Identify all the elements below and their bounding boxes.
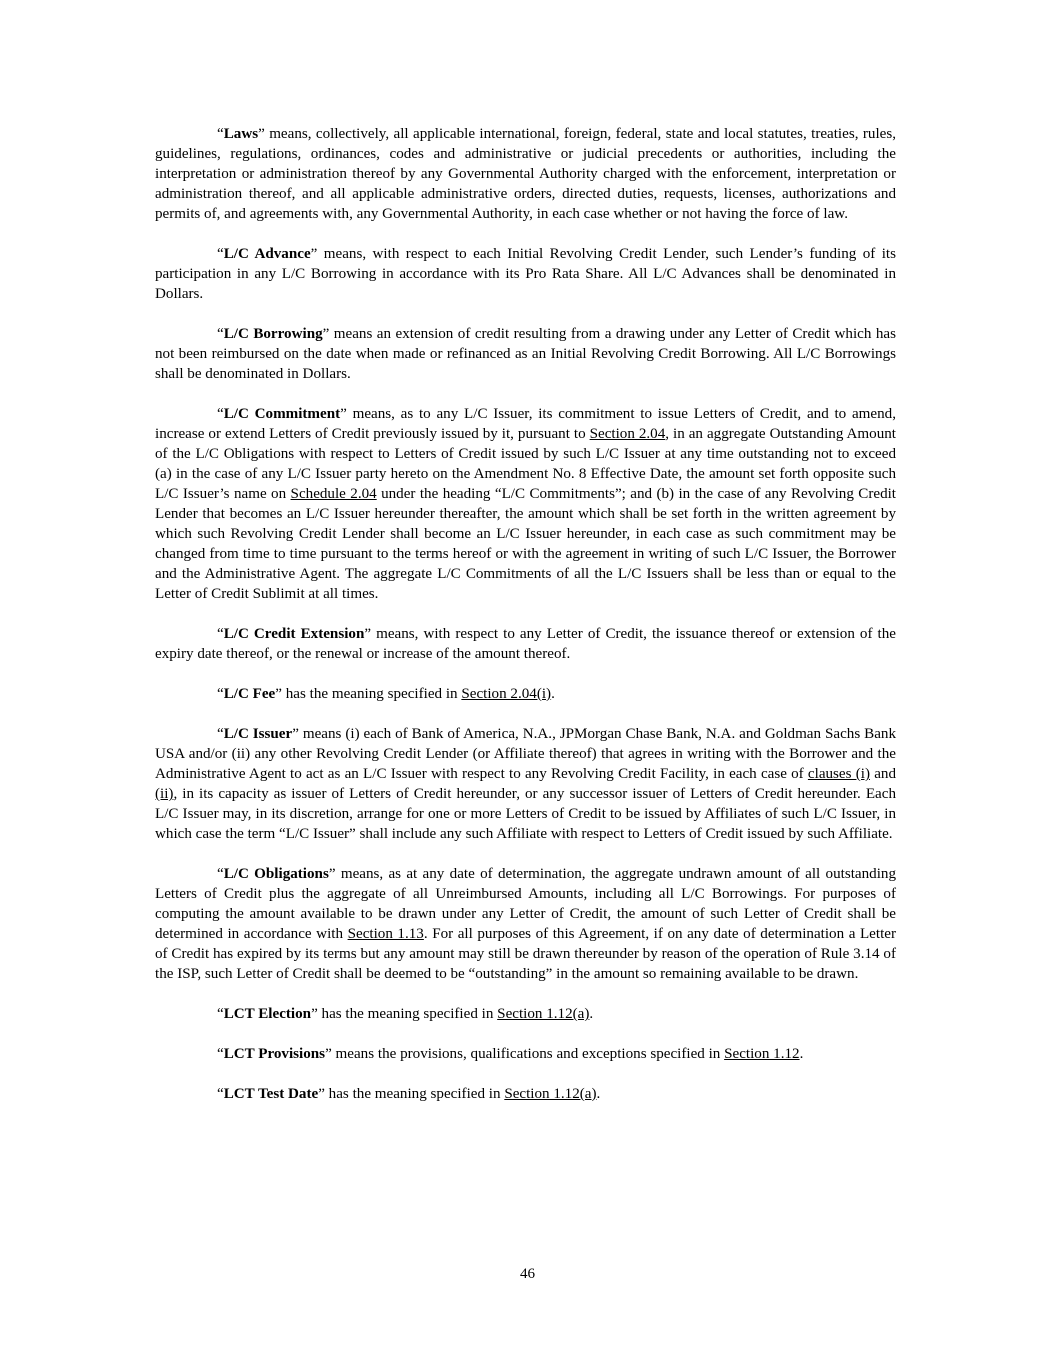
definition-text: means, with respect to each Initial Revolving Credit Lender, such Lender’s funding of its participation in any L/C Borrowing in accordance with its Pro Rata Share. All L/C Advances shall be denominated in Dollars. (155, 246, 896, 302)
definition-text: under the heading “L/C Commitments”; and (b) in the case of any Revolving Credit Lender that becomes an L/C Issuer hereunder thereafter, the amount which shall be set forth in the written agreement by which such Revolving Credit Lender shall become an L/C Issuer hereunder, in each case as such commitment may be changed from time to time pursuant to the terms hereof or with the agreement in writing of such L/C Issuer, the Borrower and the Administrative Agent. The aggregate L/C Commitments of all the L/C Issuers shall be less than or equal to the Letter of Credit Sublimit at all times. (155, 486, 896, 602)
definition-text: , in an aggregate Outstanding Amount of the L/C Obligations with respect to Letters of Credit issued by such L/C Issuer at any time outstanding not to exceed (a) in the case of any L/C Issuer party hereto on the Amendment No. 8 Effective Date, the amount set forth opposite such L/C Issuer’s name on (155, 426, 896, 502)
definition-paragraph: “L/C Issuer” means (i) each of Bank of America, N.A., JPMorgan Chase Bank, N.A. and Goldman Sachs Bank USA and/or (ii) any other Revolving Credit Lender (or Affiliate thereof) that agrees in writing with the Borrower and the Administrative Agent to act as an L/C Issuer with respect to any Revolving Credit Facility, in each case of clauses (i) and (ii), in its capacity as issuer of Letters of Credit hereunder, or any successor issuer of Letters of Credit hereunder. Each L/C Issuer may, in its discretion, arrange for one or more Letters of Credit to be issued by Affiliates of such L/C Issuer, in which case the term “L/C Issuer” shall include any such Affiliate with respect to Letters of Credit issued by such Affiliate. (155, 726, 896, 842)
defined-term: L/C Fee (223, 686, 276, 702)
section-reference: (ii) (155, 786, 174, 802)
document-body (155, 124, 896, 1124)
section-reference: Section 1.13 (347, 926, 424, 942)
defined-term: L/C Borrowing (223, 326, 323, 342)
defined-term: L/C Issuer (223, 726, 293, 742)
defined-term: LCT Test Date (223, 1086, 319, 1102)
definition-text: means, as to any L/C Issuer, its commitment to issue Letters of Credit, and to amend, increase or extend Letters of Credit previously issued by it, pursuant to (155, 406, 896, 442)
defined-term: L/C Commitment (223, 406, 341, 422)
definition-paragraph: “Laws” means, collectively, all applicable international, foreign, federal, state and local statutes, treaties, rules, guidelines, regulations, ordinances, codes and administrative or judicial precedents or authorities, including the interpretation or administration thereof by any Governmental Authority charged with the enforcement, interpretation or administration thereof, and all applicable administrative orders, directed duties, requests, licenses, authorizations and permits of, and agreements with, any Governmental Authority, in each case whether or not having the force of law. (155, 126, 896, 222)
definition-text: means, collectively, all applicable international, foreign, federal, state and local statutes, treaties, rules, guidelines, regulations, ordinances, codes and administrative or judicial precedents or authorities, including the interpretation or administration thereof by any Governmental Authority charged with the enforcement, interpretation or administration thereof, and all applicable administrative orders, directed duties, requests, licenses, authorizations and permits of, and agreements with, any Governmental Authority, in each case whether or not having the force of law. (155, 126, 896, 222)
definition-paragraph: “L/C Credit Extension” means, with respect to any Letter of Credit, the issuance thereof or extension of the expiry date thereof, or the renewal or increase of the amount thereof. (155, 626, 896, 662)
definition-text: has the meaning specified in (324, 1086, 505, 1102)
definition-text: has the meaning specified in (317, 1006, 498, 1022)
definition-text: , in its capacity as issuer of Letters of Credit hereunder, or any successor issuer of Letters of Credit hereunder. Each L/C Issuer may, in its discretion, arrange for one or more Letters of Credit to be issued by Affiliates of such L/C Issuer, in which case the term “L/C Issuer” shall include any such Affiliate with respect to Letters of Credit issued by such Affiliate. (155, 786, 896, 842)
page-number: 46 (519, 1266, 536, 1282)
definition-paragraph: “L/C Obligations” means, as at any date of determination, the aggregate undrawn amount of all outstanding Letters of Credit plus the aggregate of all Unreimbursed Amounts, including all L/C Borrowings. For purposes of computing the amount available to be drawn under any Letter of Credit, the amount of such Letter of Credit shall be determined in accordance with Section 1.13. For all purposes of this Agreement, if on any date of determination a Letter of Credit has expired by its terms but any amount may still be drawn thereunder by reason of the operation of Rule 3.14 of the ISP, such Letter of Credit shall be deemed to be “outstanding” in the amount so remaining available to be drawn. (155, 866, 896, 982)
definition-paragraph: “LCT Election” has the meaning specified in Section 1.12(a). (217, 1006, 594, 1022)
definition-paragraph: “LCT Provisions” means the provisions, qualifications and exceptions specified in Section 1.12. (217, 1046, 804, 1062)
defined-term: L/C Advance (223, 246, 311, 262)
defined-term: LCT Provisions (223, 1046, 326, 1062)
definition-paragraph: “L/C Advance” means, with respect to each Initial Revolving Credit Lender, such Lender’s funding of its participation in any L/C Borrowing in accordance with its Pro Rata Share. All L/C Advances shall be denominated in Dollars. (155, 246, 896, 302)
definition-text: means (i) each of Bank of America, N.A., JPMorgan Chase Bank, N.A. and Goldman Sachs Bank USA and/or (ii) any other Revolving Credit Lender (or Affiliate thereof) that agrees in writing with the Borrower and the Administrative Agent to act as an L/C Issuer with respect to any Revolving Credit Facility, in each case of (155, 726, 896, 782)
definition-text: . (799, 1046, 804, 1062)
definition-text: . (596, 1086, 601, 1102)
defined-term: L/C Credit Extension (223, 626, 365, 642)
section-reference: Section 1.12(a) (497, 1006, 590, 1022)
definition-paragraph: “L/C Commitment” means, as to any L/C Issuer, its commitment to issue Letters of Credit, and to amend, increase or extend Letters of Credit previously issued by it, pursuant to Section 2.04, in an aggregate Outstanding Amount of the L/C Obligations with respect to Letters of Credit issued by such L/C Issuer at any time outstanding not to exceed (a) in the case of any L/C Issuer party hereto on the Amendment No. 8 Effective Date, the amount set forth opposite such L/C Issuer’s name on Schedule 2.04 under the heading “L/C Commitments”; and (b) in the case of any Revolving Credit Lender that becomes an L/C Issuer hereunder thereafter, the amount which shall be set forth in the written agreement by which such Revolving Credit Lender shall become an L/C Issuer hereunder, in each case as such commitment may be changed from time to time pursuant to the terms hereof or with the agreement in writing of such L/C Issuer, the Borrower and the Administrative Agent. The aggregate L/C Commitments of all the L/C Issuers shall be less than or equal to the Letter of Credit Sublimit at all times. (155, 406, 896, 602)
section-reference: Section 1.12 (724, 1046, 800, 1062)
defined-term: LCT Election (223, 1006, 312, 1022)
definition-paragraph: “LCT Test Date” has the meaning specified in Section 1.12(a). (217, 1086, 601, 1102)
section-reference: Section 2.04(i) (461, 686, 552, 702)
definition-text: means, as at any date of determination, the aggregate undrawn amount of all outstanding Letters of Credit plus the aggregate of all Unreimbursed Amounts, including all L/C Borrowings. For purposes of computing the amount available to be drawn under any Letter of Credit, the amount of such Letter of Credit shall be determined in accordance with (155, 866, 896, 942)
definition-text: means, with respect to any Letter of Credit, the issuance thereof or extension of the expiry date thereof, or the renewal or increase of the amount thereof. (155, 626, 896, 662)
section-reference: clauses (i) (807, 766, 870, 782)
defined-term: Laws (223, 126, 259, 142)
section-reference: Section 1.12(a) (504, 1086, 597, 1102)
section-reference: Schedule 2.04 (290, 486, 377, 502)
definition-text: and (869, 766, 896, 782)
defined-term: L/C Obligations (223, 866, 329, 882)
definition-text: means an extension of credit resulting from a drawing under any Letter of Credit which has not been reimbursed on the date when made or refinanced as an Initial Revolving Credit Borrowing. All L/C Borrowings shall be denominated in Dollars. (155, 326, 896, 382)
section-reference: Section 2.04 (589, 426, 666, 442)
definition-text: means the provisions, qualifications and exceptions specified in (331, 1046, 725, 1062)
definition-text: . (589, 1006, 594, 1022)
definition-paragraph: “L/C Borrowing” means an extension of credit resulting from a drawing under any Letter of Credit which has not been reimbursed on the date when made or refinanced as an Initial Revolving Credit Borrowing. All L/C Borrowings shall be denominated in Dollars. (155, 326, 896, 382)
definition-text: has the meaning specified in (281, 686, 462, 702)
definition-paragraph: “L/C Fee” has the meaning specified in Section 2.04(i). (217, 686, 555, 702)
definition-text: . (551, 686, 555, 702)
definition-text: . For all purposes of this Agreement, if on any date of determination a Letter of Credit has expired by its terms but any amount may still be drawn thereunder by reason of the operation of Rule 3.14 of the ISP, such Letter of Credit shall be deemed to be “outstanding” in the amount so remaining available to be drawn. (155, 926, 896, 982)
